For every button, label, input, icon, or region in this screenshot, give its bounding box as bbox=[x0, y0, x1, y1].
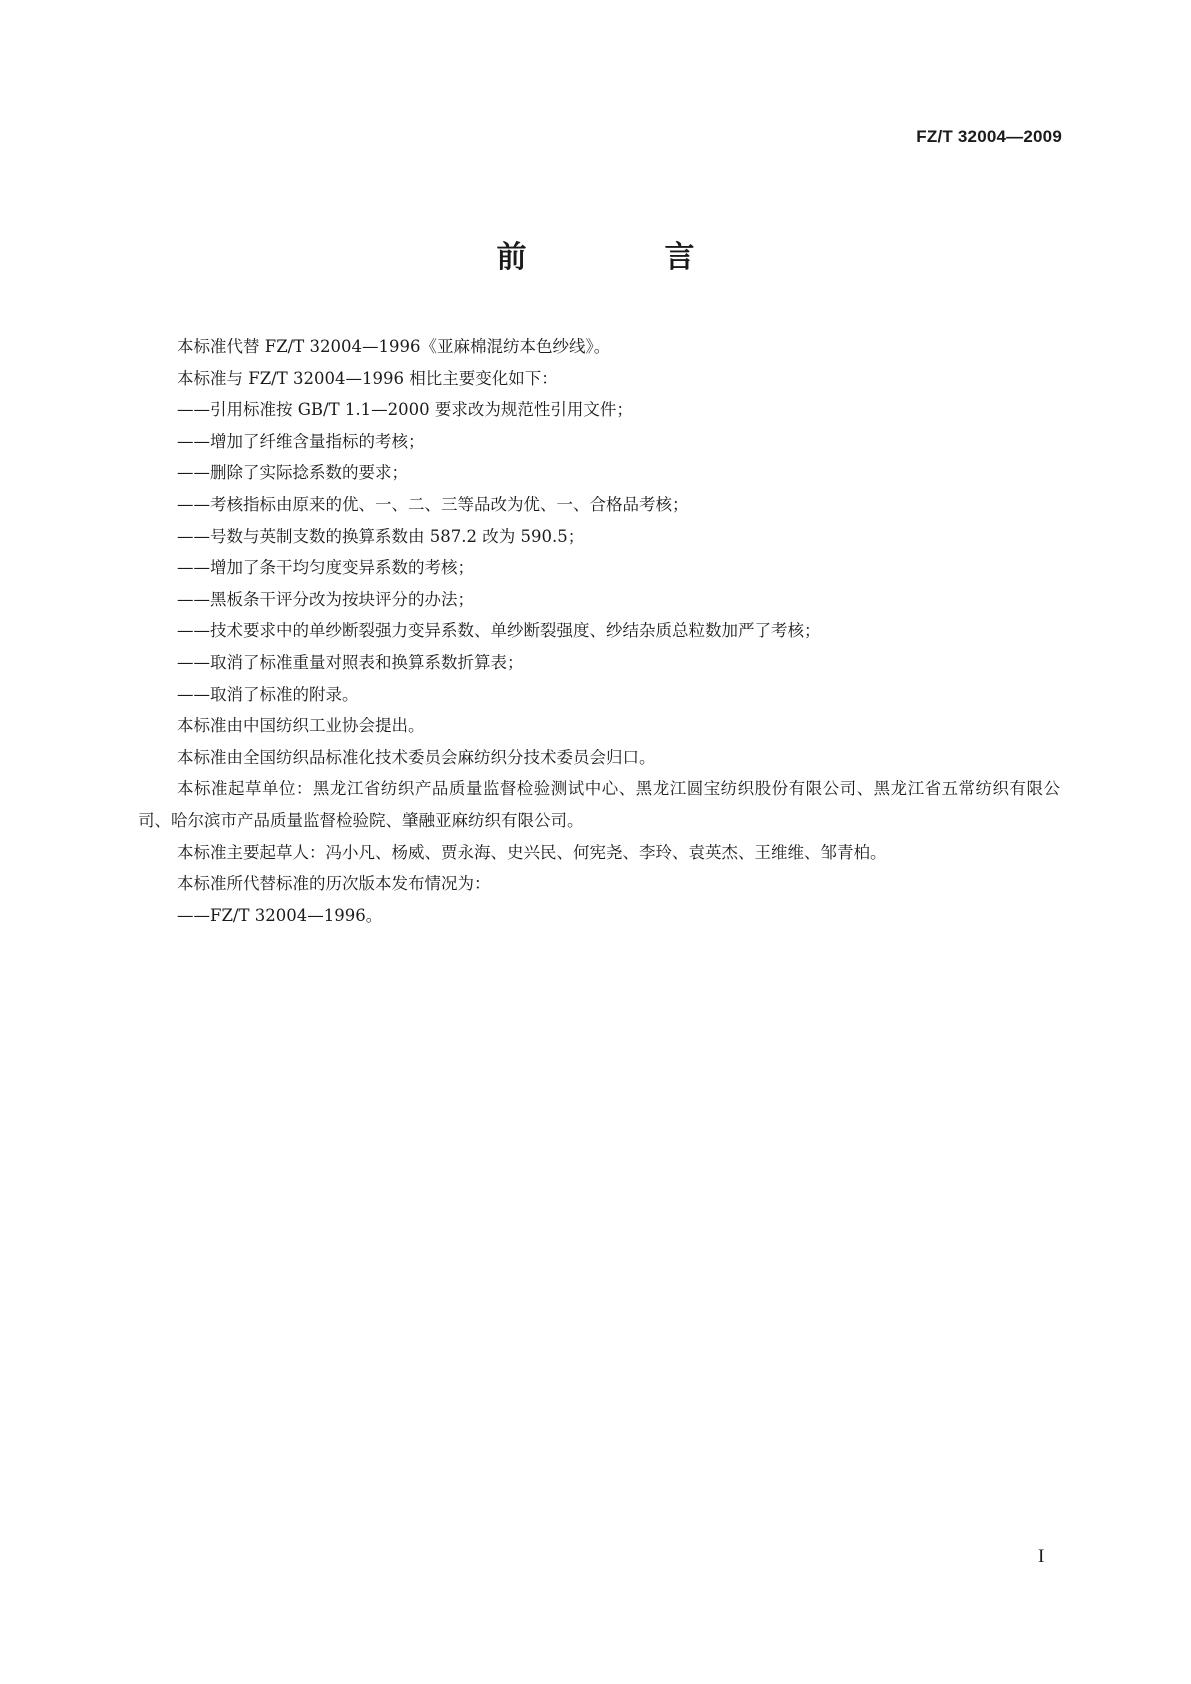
list-item: ——技术要求中的单纱断裂强力变异系数、单纱断裂强度、纱结杂质总粒数加严了考核； bbox=[177, 621, 821, 641]
paragraph-drafting-units: 本标准起草单位：黑龙江省纺织产品质量监督检验测试中心、黑龙江圆宝纺织股份有限公司、黑龙江省五常纺织有限公司、哈尔滨市产品质量监督检验院、肇融亚麻纺织有限公司。 bbox=[138, 779, 1060, 830]
paragraph-proposer: 本标准由中国纺织工业协会提出。 bbox=[177, 716, 425, 736]
page-title: 前 言 bbox=[496, 240, 749, 275]
paragraph-centralized: 本标准由全国纺织品标准化技术委员会麻纺织分技术委员会归口。 bbox=[177, 747, 656, 767]
document-body bbox=[138, 331, 1060, 931]
paragraph-changes-intro: 本标准与 FZ/T 32004—1996 相比主要变化如下： bbox=[177, 368, 558, 388]
list-item: ——引用标准按 GB/T 1.1—2000 要求改为规范性引用文件； bbox=[177, 400, 633, 420]
page-number: I bbox=[1038, 1546, 1045, 1567]
paragraph-replaces: 本标准代替 FZ/T 32004—1996《亚麻棉混纺本色纱线》。 bbox=[177, 337, 611, 356]
list-item: ——考核指标由原来的优、一、二、三等品改为优、一、合格品考核； bbox=[177, 494, 689, 514]
list-item: ——黑板条干评分改为按块评分的办法； bbox=[177, 589, 474, 609]
standard-code: FZ/T 32004—2009 bbox=[916, 127, 1062, 146]
paragraph-drafters: 本标准主要起草人：冯小凡、杨威、贾永海、史兴民、何宪尧、李玲、袁英杰、王维维、邹青柏。 bbox=[177, 842, 887, 862]
list-item: ——取消了标准的附录。 bbox=[177, 684, 359, 704]
list-item: ——增加了条干均匀度变异系数的考核； bbox=[177, 558, 474, 578]
list-item: ——号数与英制支数的换算系数由 587.2 改为 590.5； bbox=[177, 526, 585, 546]
list-item: ——删除了实际捻系数的要求； bbox=[177, 463, 408, 483]
list-item: ——FZ/T 32004—1996。 bbox=[177, 905, 383, 925]
list-item: ——取消了标准重量对照表和换算系数折算表； bbox=[177, 652, 524, 672]
paragraph-history-intro: 本标准所代替标准的历次版本发布情况为： bbox=[177, 874, 491, 894]
list-item: ——增加了纤维含量指标的考核； bbox=[177, 431, 425, 451]
